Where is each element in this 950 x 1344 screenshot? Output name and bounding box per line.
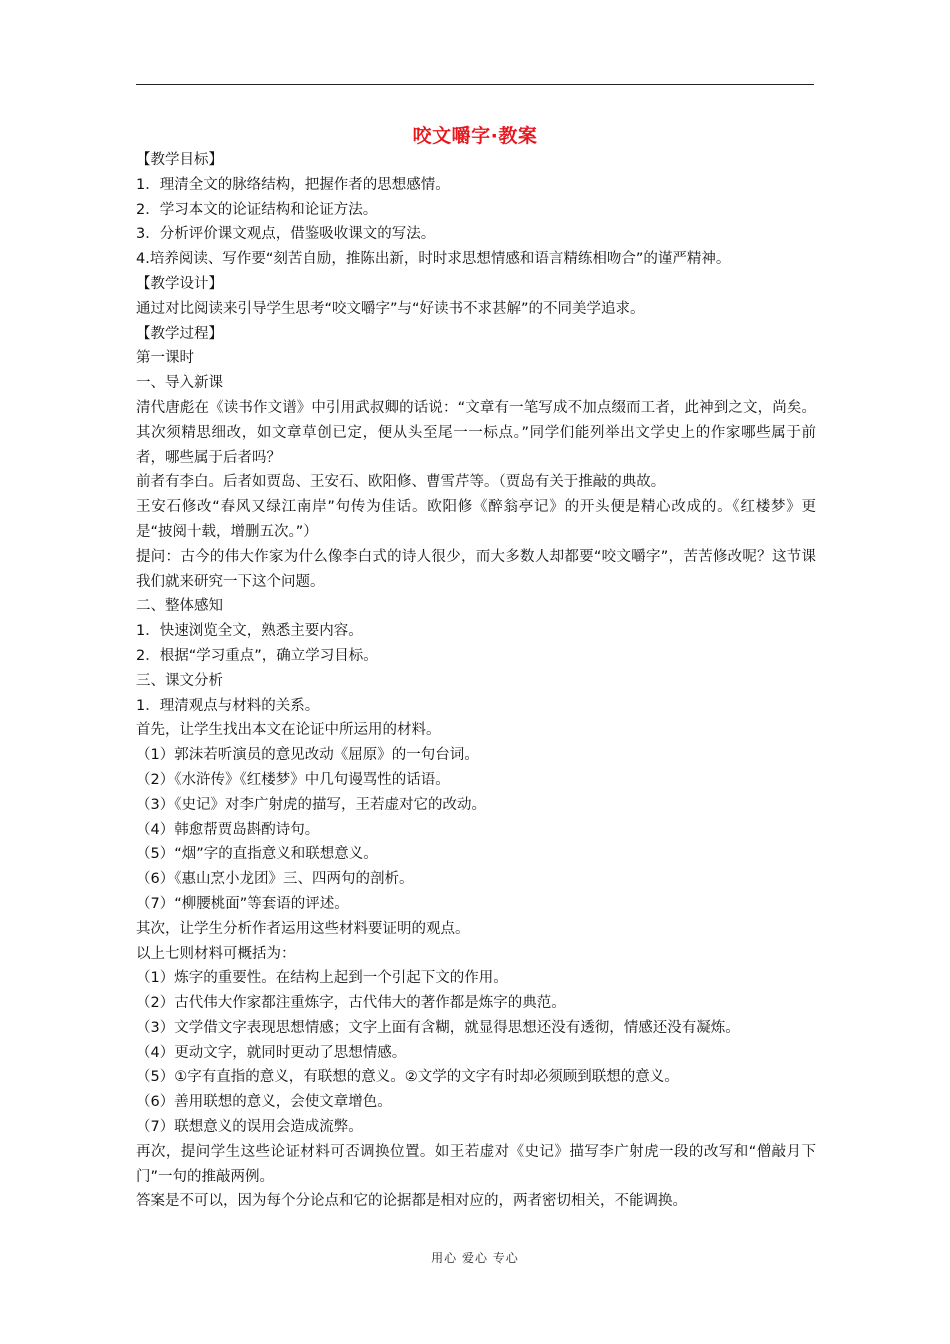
text-line: （2）《水浒传》《红楼梦》中几句谩骂性的话语。 [136,771,450,788]
text-line: 通过对比阅读来引导学生思考“咬文嚼字”与“好读书不求甚解”的不同美学追求。 [136,300,645,317]
text-line: 王安石修改“春风又绿江南岸”句传为佳话。欧阳修《醉翁亭记》的开头便是精心改成的。《红楼梦》更是“披阅十载，增删五次。”） [136,499,816,540]
text-line: （7）“柳腰桃面”等套语的评述。 [136,895,349,912]
text-line: （5）“烟”字的直指意义和联想意义。 [136,846,378,863]
text-line: 二、整体感知 [136,598,223,615]
text-line: 三、课文分析 [136,672,223,689]
text-line: 答案是不可以，因为每个分论点和它的论据都是相对应的，两者密切相关，不能调换。 [136,1193,687,1210]
text-line: 4.培养阅读、写作要“刻苦自励，推陈出新，时时求思想情感和语言精练相吻合”的谨严精神。 [136,251,731,268]
text-line: （5）①字有直指的意义，有联想的意义。②文学的文字有时却必须顾到联想的意义。 [136,1069,679,1086]
text-line: 1．快速浏览全文，熟悉主要内容。 [136,623,363,640]
text-line: 3．分析评价课文观点，借鉴吸收课文的写法。 [136,226,436,243]
text-line: （1）郭沫若听演员的意见改动《屈原》的一句台词。 [136,747,479,764]
text-line: 【教学过程】 [136,325,223,342]
document-body [136,148,816,1214]
text-line: 再次，提问学生这些论证材料可否调换位置。如王若虚对《史记》描写李广射虎一段的改写和“僧敲月下门”一句的推敲两例。 [136,1143,816,1185]
text-line: 提问：古今的伟大作家为什么像李白式的诗人很少，而大多数人却都要“咬文嚼字”，苦苦修改呢？这节课我们就来研究一下这个问题。 [136,548,816,590]
text-line: 一、导入新课 [136,375,223,392]
text-line: 【教学设计】 [136,275,223,292]
text-line: 前者有李白。后者如贾岛、王安石、欧阳修、曹雪芹等。（贾岛有关于推敲的典故。 [136,474,666,491]
text-line: （1）炼字的重要性。在结构上起到一个引起下文的作用。 [136,970,508,987]
page-footer: 用心 爱心 专心 [431,1251,519,1265]
text-line: （3）《史记》对李广射虎的描写，王若虚对它的改动。 [136,796,486,813]
text-line: （6）《惠山烹小龙团》三、四两句的剖析。 [136,871,414,888]
text-line: （4）韩愈帮贾岛斟酌诗句。 [136,821,320,838]
text-line: 其次，让学生分析作者运用这些材料要证明的观点。 [136,920,470,937]
text-line: （4）更动文字，就同时更动了思想情感。 [136,1044,407,1061]
text-line: 2．学习本文的论证结构和论证方法。 [136,201,378,218]
text-line: 清代唐彪在《读书作文谱》中引用武叔卿的话说：“文章有一笔写成不加点缀而工者，此神到之文，尚矣。其次须精思细改，如文章草创已定，便从头至尾一一标点。”同学们能列举出文学史上的作家哪些属于前者，哪些属于后者吗？ [136,399,816,466]
text-line: （3）文学借文字表现思想情感；文字上面有含糊，就显得思想还没有透彻，情感还没有凝炼。 [136,1019,740,1036]
text-line: 第一课时 [136,350,194,367]
text-line: （6）善用联想的意义，会使文章增色。 [136,1094,392,1111]
text-line: （7）联想意义的误用会造成流弊。 [136,1119,363,1136]
text-line: 1．理清全文的脉络结构，把握作者的思想感情。 [136,176,450,193]
text-line: 1．理清观点与材料的关系。 [136,697,320,714]
text-line: 以上七则材料可概括为： [136,945,296,962]
text-line: 2．根据“学习重点”，确立学习目标。 [136,647,378,664]
page-title: 咬文嚼字·教案 [412,125,538,147]
text-line: （2）古代伟大作家都注重炼字，古代伟大的著作都是炼字的典范。 [136,995,566,1012]
text-line: 首先，让学生找出本文在论证中所运用的材料。 [136,722,441,739]
header-rule [136,84,814,85]
text-line: 【教学目标】 [136,152,223,168]
